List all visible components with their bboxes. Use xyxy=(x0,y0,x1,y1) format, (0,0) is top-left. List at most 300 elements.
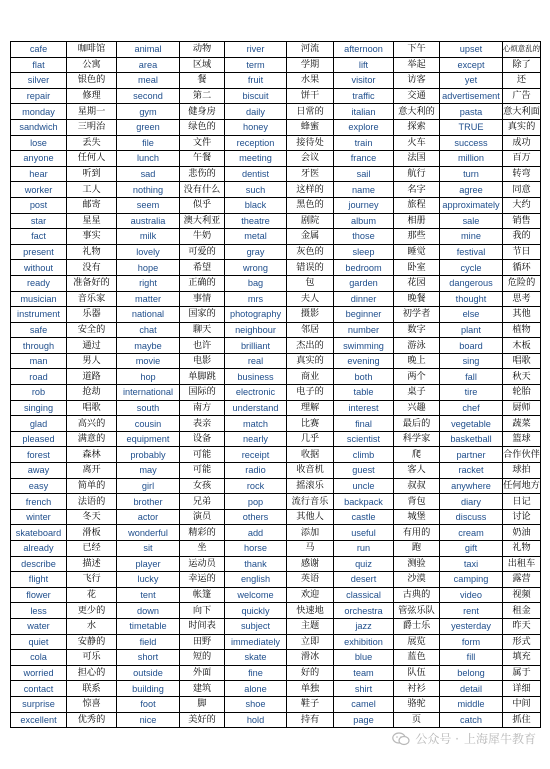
chinese-meaning-cell: 担心的 xyxy=(67,665,117,681)
english-word-cell: fine xyxy=(225,665,287,681)
chinese-meaning-cell: 收据 xyxy=(287,447,334,463)
table-row xyxy=(11,229,541,245)
chinese-meaning-cell: 详细 xyxy=(503,681,541,697)
chinese-meaning-cell: 希望 xyxy=(180,260,225,276)
english-word-cell: lose xyxy=(11,135,67,151)
english-word-cell: fact xyxy=(11,229,67,245)
chinese-meaning-cell: 唱歌 xyxy=(67,400,117,416)
english-word-cell: pleased xyxy=(11,431,67,447)
table-row xyxy=(11,385,541,401)
table-row xyxy=(11,104,541,120)
chinese-meaning-cell: 最后的 xyxy=(394,416,440,432)
english-word-cell: cream xyxy=(440,525,503,541)
english-word-cell: nothing xyxy=(117,182,180,198)
chinese-meaning-cell: 管弦乐队 xyxy=(394,603,440,619)
chinese-meaning-cell: 日记 xyxy=(503,494,541,510)
chinese-meaning-cell: 下午 xyxy=(394,42,440,58)
english-word-cell: turn xyxy=(440,166,503,182)
table-row xyxy=(11,416,541,432)
chinese-meaning-cell: 任何人 xyxy=(67,151,117,167)
english-word-cell: hear xyxy=(11,166,67,182)
table-row xyxy=(11,634,541,650)
chinese-meaning-cell: 同意 xyxy=(503,182,541,198)
english-word-cell: describe xyxy=(11,556,67,572)
chinese-meaning-cell: 队伍 xyxy=(394,665,440,681)
english-word-cell: basketball xyxy=(440,431,503,447)
chinese-meaning-cell: 花 xyxy=(67,587,117,603)
english-word-cell: thank xyxy=(225,556,287,572)
chinese-meaning-cell: 澳大利亚 xyxy=(180,213,225,229)
chinese-meaning-cell: 咖啡馆 xyxy=(67,42,117,58)
english-word-cell: alone xyxy=(225,681,287,697)
english-word-cell: TRUE xyxy=(440,119,503,135)
english-word-cell: glad xyxy=(11,416,67,432)
table-row xyxy=(11,447,541,463)
english-word-cell: movie xyxy=(117,353,180,369)
english-word-cell: journey xyxy=(334,197,394,213)
chinese-meaning-cell: 睡觉 xyxy=(394,244,440,260)
english-word-cell: water xyxy=(11,618,67,634)
chinese-meaning-cell: 没有 xyxy=(67,260,117,276)
chinese-meaning-cell: 礼物 xyxy=(503,541,541,557)
chinese-meaning-cell: 页 xyxy=(394,712,440,728)
english-word-cell: bedroom xyxy=(334,260,394,276)
chinese-meaning-cell: 视频 xyxy=(503,587,541,603)
chinese-meaning-cell: 杰出的 xyxy=(287,338,334,354)
chinese-meaning-cell: 马 xyxy=(287,541,334,557)
english-word-cell: flat xyxy=(11,57,67,73)
chinese-meaning-cell: 金属 xyxy=(287,229,334,245)
english-word-cell: post xyxy=(11,197,67,213)
english-word-cell: meeting xyxy=(225,151,287,167)
chinese-meaning-cell: 理解 xyxy=(287,400,334,416)
english-word-cell: safe xyxy=(11,322,67,338)
chinese-meaning-cell: 餐 xyxy=(180,73,225,89)
chinese-meaning-cell: 运动员 xyxy=(180,556,225,572)
chinese-meaning-cell: 外面 xyxy=(180,665,225,681)
english-word-cell: mrs xyxy=(225,291,287,307)
english-word-cell: may xyxy=(117,463,180,479)
chinese-meaning-cell: 短的 xyxy=(180,650,225,666)
chinese-meaning-cell: 抓住 xyxy=(503,712,541,728)
chinese-meaning-cell: 真实的 xyxy=(503,119,541,135)
chinese-meaning-cell: 惊喜 xyxy=(67,696,117,712)
english-word-cell: maybe xyxy=(117,338,180,354)
chinese-meaning-cell: 旅程 xyxy=(394,197,440,213)
english-word-cell: singing xyxy=(11,400,67,416)
chinese-meaning-cell: 探索 xyxy=(394,119,440,135)
english-word-cell: black xyxy=(225,197,287,213)
english-word-cell: girl xyxy=(117,478,180,494)
vocabulary-sheet xyxy=(10,41,540,728)
english-word-cell: cousin xyxy=(117,416,180,432)
english-word-cell: success xyxy=(440,135,503,151)
chinese-meaning-cell: 似乎 xyxy=(180,197,225,213)
english-word-cell: mine xyxy=(440,229,503,245)
english-word-cell: outside xyxy=(117,665,180,681)
english-word-cell: right xyxy=(117,275,180,291)
chinese-meaning-cell: 几乎 xyxy=(287,431,334,447)
english-word-cell: garden xyxy=(334,275,394,291)
english-word-cell: national xyxy=(117,307,180,323)
table-row xyxy=(11,681,541,697)
table-row xyxy=(11,151,541,167)
chinese-meaning-cell: 满意的 xyxy=(67,431,117,447)
english-word-cell: middle xyxy=(440,696,503,712)
chinese-meaning-cell: 初学者 xyxy=(394,307,440,323)
chinese-meaning-cell: 节日 xyxy=(503,244,541,260)
english-word-cell: chef xyxy=(440,400,503,416)
english-word-cell: immediately xyxy=(225,634,287,650)
english-word-cell: cola xyxy=(11,650,67,666)
english-word-cell: swimming xyxy=(334,338,394,354)
english-word-cell: metal xyxy=(225,229,287,245)
english-word-cell: sleep xyxy=(334,244,394,260)
chinese-meaning-cell: 感谢 xyxy=(287,556,334,572)
chinese-meaning-cell: 百万 xyxy=(503,151,541,167)
chinese-meaning-cell: 跑 xyxy=(394,541,440,557)
english-word-cell: field xyxy=(117,634,180,650)
english-word-cell: timetable xyxy=(117,618,180,634)
english-word-cell: discuss xyxy=(440,509,503,525)
chinese-meaning-cell: 午餐 xyxy=(180,151,225,167)
english-word-cell: seem xyxy=(117,197,180,213)
english-word-cell: useful xyxy=(334,525,394,541)
english-word-cell: exhibition xyxy=(334,634,394,650)
chinese-meaning-cell: 接待处 xyxy=(287,135,334,151)
chinese-meaning-cell: 访客 xyxy=(394,73,440,89)
english-word-cell: welcome xyxy=(225,587,287,603)
watermark-account-name: 上海犀牛教育 xyxy=(463,732,536,746)
chinese-meaning-cell: 叔叔 xyxy=(394,478,440,494)
chinese-meaning-cell: 简单的 xyxy=(67,478,117,494)
chinese-meaning-cell: 晚餐 xyxy=(394,291,440,307)
english-word-cell: reception xyxy=(225,135,287,151)
english-word-cell: monday xyxy=(11,104,67,120)
english-word-cell: theatre xyxy=(225,213,287,229)
chinese-meaning-cell: 工人 xyxy=(67,182,117,198)
chinese-meaning-cell: 表亲 xyxy=(180,416,225,432)
english-word-cell: wrong xyxy=(225,260,287,276)
chinese-meaning-cell: 鞋子 xyxy=(287,696,334,712)
chinese-meaning-cell: 花园 xyxy=(394,275,440,291)
chinese-meaning-cell: 星星 xyxy=(67,213,117,229)
table-row xyxy=(11,525,541,541)
english-word-cell: second xyxy=(117,88,180,104)
table-row xyxy=(11,182,541,198)
english-word-cell: star xyxy=(11,213,67,229)
table-row xyxy=(11,135,541,151)
english-word-cell: gray xyxy=(225,244,287,260)
english-word-cell: page xyxy=(334,712,394,728)
chinese-meaning-cell: 有用的 xyxy=(394,525,440,541)
english-word-cell: hop xyxy=(117,369,180,385)
english-word-cell: electronic xyxy=(225,385,287,401)
english-word-cell: ready xyxy=(11,275,67,291)
chinese-meaning-cell: 科学家 xyxy=(394,431,440,447)
chinese-meaning-cell: 礼物 xyxy=(67,244,117,260)
english-word-cell: climb xyxy=(334,447,394,463)
chinese-meaning-cell: 女孩 xyxy=(180,478,225,494)
english-word-cell: upset xyxy=(440,42,503,58)
table-row xyxy=(11,244,541,260)
chinese-meaning-cell: 意大利的 xyxy=(394,104,440,120)
english-word-cell: team xyxy=(334,665,394,681)
english-word-cell: evening xyxy=(334,353,394,369)
chinese-meaning-cell: 球拍 xyxy=(503,463,541,479)
chinese-meaning-cell: 水果 xyxy=(287,73,334,89)
chinese-meaning-cell: 向下 xyxy=(180,603,225,619)
chinese-meaning-cell: 交通 xyxy=(394,88,440,104)
wechat-watermark xyxy=(392,730,536,747)
english-word-cell: winter xyxy=(11,509,67,525)
chinese-meaning-cell: 建筑 xyxy=(180,681,225,697)
chinese-meaning-cell: 摄影 xyxy=(287,307,334,323)
english-word-cell: quickly xyxy=(225,603,287,619)
chinese-meaning-cell: 高兴的 xyxy=(67,416,117,432)
chinese-meaning-cell: 可能 xyxy=(180,463,225,479)
chinese-meaning-cell: 出租车 xyxy=(503,556,541,572)
english-word-cell: sad xyxy=(117,166,180,182)
english-word-cell: anywhere xyxy=(440,478,503,494)
english-word-cell: present xyxy=(11,244,67,260)
chinese-meaning-cell: 成功 xyxy=(503,135,541,151)
english-word-cell: down xyxy=(117,603,180,619)
english-word-cell: scientist xyxy=(334,431,394,447)
english-word-cell: belong xyxy=(440,665,503,681)
chinese-meaning-cell: 蔬菜 xyxy=(503,416,541,432)
english-word-cell: tire xyxy=(440,385,503,401)
chinese-meaning-cell: 古典的 xyxy=(394,587,440,603)
english-word-cell: rock xyxy=(225,478,287,494)
english-word-cell: anyone xyxy=(11,151,67,167)
chinese-meaning-cell: 合作伙伴 xyxy=(503,447,541,463)
table-row xyxy=(11,73,541,89)
chinese-meaning-cell: 循环 xyxy=(503,260,541,276)
chinese-meaning-cell: 单脚跳 xyxy=(180,369,225,385)
chinese-meaning-cell: 沙漠 xyxy=(394,572,440,588)
english-word-cell: lunch xyxy=(117,151,180,167)
english-word-cell: run xyxy=(334,541,394,557)
chinese-meaning-cell: 两个 xyxy=(394,369,440,385)
chinese-meaning-cell: 公寓 xyxy=(67,57,117,73)
chinese-meaning-cell: 通过 xyxy=(67,338,117,354)
english-word-cell: skateboard xyxy=(11,525,67,541)
english-word-cell: flower xyxy=(11,587,67,603)
chinese-meaning-cell: 剧院 xyxy=(287,213,334,229)
chinese-meaning-cell: 没有什么 xyxy=(180,182,225,198)
chinese-meaning-cell: 展览 xyxy=(394,634,440,650)
english-word-cell: those xyxy=(334,229,394,245)
chinese-meaning-cell: 昨天 xyxy=(503,618,541,634)
table-row xyxy=(11,166,541,182)
chinese-meaning-cell: 植物 xyxy=(503,322,541,338)
chinese-meaning-cell: 英语 xyxy=(287,572,334,588)
table-row xyxy=(11,478,541,494)
chinese-meaning-cell: 我的 xyxy=(503,229,541,245)
table-row xyxy=(11,541,541,557)
chinese-meaning-cell: 时间表 xyxy=(180,618,225,634)
english-word-cell: repair xyxy=(11,88,67,104)
english-word-cell: dinner xyxy=(334,291,394,307)
chinese-meaning-cell: 南方 xyxy=(180,400,225,416)
chinese-meaning-cell: 立即 xyxy=(287,634,334,650)
chinese-meaning-cell: 帐篷 xyxy=(180,587,225,603)
chinese-meaning-cell: 那些 xyxy=(394,229,440,245)
chinese-meaning-cell: 举起 xyxy=(394,57,440,73)
chinese-meaning-cell: 森林 xyxy=(67,447,117,463)
table-row xyxy=(11,338,541,354)
chinese-meaning-cell: 牛奶 xyxy=(180,229,225,245)
english-word-cell: receipt xyxy=(225,447,287,463)
chinese-meaning-cell: 夫人 xyxy=(287,291,334,307)
chinese-meaning-cell: 事实 xyxy=(67,229,117,245)
chinese-meaning-cell: 听到 xyxy=(67,166,117,182)
chinese-meaning-cell: 蓝色 xyxy=(394,650,440,666)
chinese-meaning-cell: 电影 xyxy=(180,353,225,369)
chinese-meaning-cell: 坐 xyxy=(180,541,225,557)
chinese-meaning-cell: 露营 xyxy=(503,572,541,588)
table-row xyxy=(11,400,541,416)
chinese-meaning-cell: 滑冰 xyxy=(287,650,334,666)
english-word-cell: shirt xyxy=(334,681,394,697)
english-word-cell: instrument xyxy=(11,307,67,323)
english-word-cell: dangerous xyxy=(440,275,503,291)
table-row xyxy=(11,42,541,58)
english-word-cell: table xyxy=(334,385,394,401)
english-word-cell: afternoon xyxy=(334,42,394,58)
english-word-cell: horse xyxy=(225,541,287,557)
chinese-meaning-cell: 安静的 xyxy=(67,634,117,650)
english-word-cell: taxi xyxy=(440,556,503,572)
english-word-cell: tent xyxy=(117,587,180,603)
english-word-cell: dentist xyxy=(225,166,287,182)
english-word-cell: video xyxy=(440,587,503,603)
chinese-meaning-cell: 男人 xyxy=(67,353,117,369)
english-word-cell: number xyxy=(334,322,394,338)
english-word-cell: rob xyxy=(11,385,67,401)
english-word-cell: silver xyxy=(11,73,67,89)
english-word-cell: actor xyxy=(117,509,180,525)
chinese-meaning-cell: 名字 xyxy=(394,182,440,198)
english-word-cell: green xyxy=(117,119,180,135)
english-word-cell: bag xyxy=(225,275,287,291)
table-row xyxy=(11,119,541,135)
english-word-cell: worker xyxy=(11,182,67,198)
chinese-meaning-cell: 背包 xyxy=(394,494,440,510)
chinese-meaning-cell: 广告 xyxy=(503,88,541,104)
chinese-meaning-cell: 法语的 xyxy=(67,494,117,510)
chinese-meaning-cell: 滑板 xyxy=(67,525,117,541)
chinese-meaning-cell: 可爱的 xyxy=(180,244,225,260)
chinese-meaning-cell: 意大利面 xyxy=(503,104,541,120)
chinese-meaning-cell: 持有 xyxy=(287,712,334,728)
english-word-cell: plant xyxy=(440,322,503,338)
chinese-meaning-cell: 销售 xyxy=(503,213,541,229)
english-word-cell: advertisement xyxy=(440,88,503,104)
chinese-meaning-cell: 描述 xyxy=(67,556,117,572)
table-row xyxy=(11,603,541,619)
english-word-cell: vegetable xyxy=(440,416,503,432)
chinese-meaning-cell: 篮球 xyxy=(503,431,541,447)
table-row xyxy=(11,618,541,634)
english-word-cell: fall xyxy=(440,369,503,385)
english-word-cell: interest xyxy=(334,400,394,416)
table-row xyxy=(11,587,541,603)
english-word-cell: lovely xyxy=(117,244,180,260)
english-word-cell: million xyxy=(440,151,503,167)
chinese-meaning-cell: 乐器 xyxy=(67,307,117,323)
chinese-meaning-cell: 摇滚乐 xyxy=(287,478,334,494)
wechat-icon xyxy=(392,732,410,746)
english-word-cell: photography xyxy=(225,307,287,323)
watermark-prefix: 公众号 · xyxy=(415,732,459,746)
english-word-cell: english xyxy=(225,572,287,588)
chinese-meaning-cell: 离开 xyxy=(67,463,117,479)
english-word-cell: man xyxy=(11,353,67,369)
chinese-meaning-cell: 心烦意乱的 xyxy=(503,42,541,58)
chinese-meaning-cell: 还 xyxy=(503,73,541,89)
english-word-cell: train xyxy=(334,135,394,151)
english-word-cell: traffic xyxy=(334,88,394,104)
english-word-cell: cycle xyxy=(440,260,503,276)
english-word-cell: wonderful xyxy=(117,525,180,541)
chinese-meaning-cell: 厨师 xyxy=(503,400,541,416)
english-word-cell: short xyxy=(117,650,180,666)
english-word-cell: gym xyxy=(117,104,180,120)
chinese-meaning-cell: 其他 xyxy=(503,307,541,323)
english-word-cell: classical xyxy=(334,587,394,603)
chinese-meaning-cell: 兄弟 xyxy=(180,494,225,510)
english-word-cell: sail xyxy=(334,166,394,182)
chinese-meaning-cell: 唱歌 xyxy=(503,353,541,369)
english-word-cell: lucky xyxy=(117,572,180,588)
english-word-cell: racket xyxy=(440,463,503,479)
english-word-cell: gift xyxy=(440,541,503,557)
english-word-cell: visitor xyxy=(334,73,394,89)
chinese-meaning-cell: 火车 xyxy=(394,135,440,151)
english-word-cell: france xyxy=(334,151,394,167)
chinese-meaning-cell: 幸运的 xyxy=(180,572,225,588)
chinese-meaning-cell: 聊天 xyxy=(180,322,225,338)
english-word-cell: hold xyxy=(225,712,287,728)
table-row xyxy=(11,431,541,447)
english-word-cell: player xyxy=(117,556,180,572)
chinese-meaning-cell: 讨论 xyxy=(503,509,541,525)
english-word-cell: flight xyxy=(11,572,67,588)
english-word-cell: yesterday xyxy=(440,618,503,634)
english-word-cell: brother xyxy=(117,494,180,510)
english-word-cell: area xyxy=(117,57,180,73)
english-word-cell: match xyxy=(225,416,287,432)
english-word-cell: subject xyxy=(225,618,287,634)
english-word-cell: castle xyxy=(334,509,394,525)
chinese-meaning-cell: 衬衫 xyxy=(394,681,440,697)
english-word-cell: orchestra xyxy=(334,603,394,619)
chinese-meaning-cell: 田野 xyxy=(180,634,225,650)
chinese-meaning-cell: 正确的 xyxy=(180,275,225,291)
chinese-meaning-cell: 真实的 xyxy=(287,353,334,369)
chinese-meaning-cell: 这样的 xyxy=(287,182,334,198)
english-word-cell: french xyxy=(11,494,67,510)
english-word-cell: without xyxy=(11,260,67,276)
chinese-meaning-cell: 联系 xyxy=(67,681,117,697)
table-row xyxy=(11,307,541,323)
chinese-meaning-cell: 城堡 xyxy=(394,509,440,525)
chinese-meaning-cell: 抢劫 xyxy=(67,385,117,401)
english-word-cell: business xyxy=(225,369,287,385)
table-row xyxy=(11,509,541,525)
